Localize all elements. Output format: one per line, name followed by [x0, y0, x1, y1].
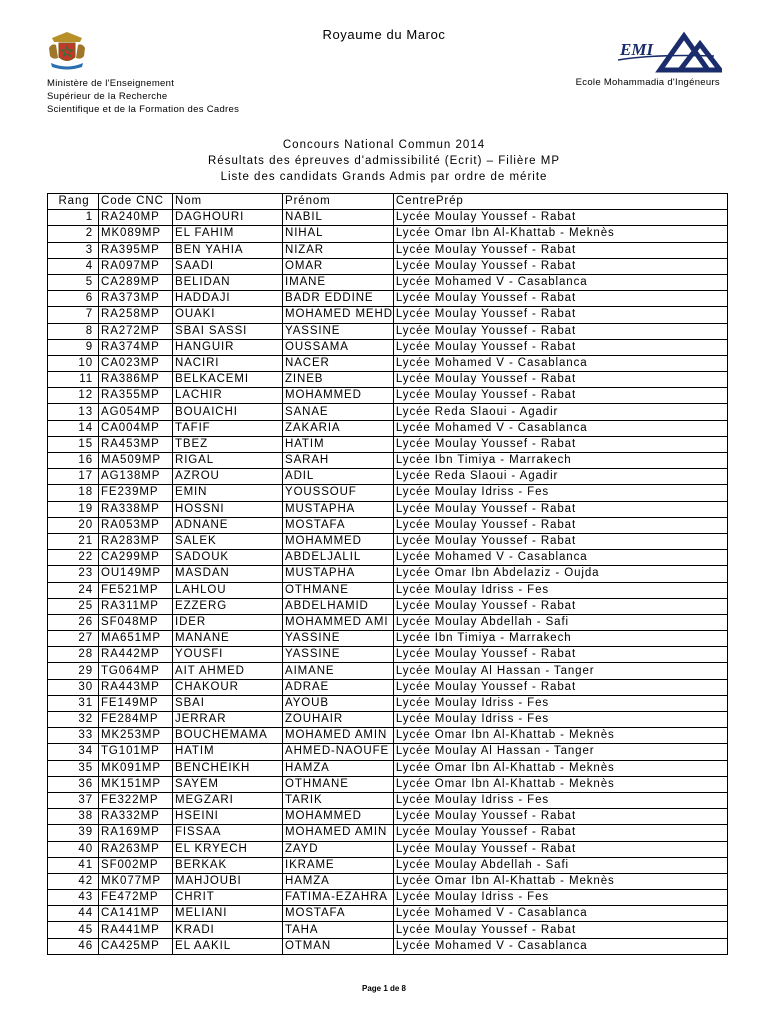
- table-row: [48, 776, 728, 792]
- rang-cell: 26: [48, 614, 99, 630]
- table-row: [48, 453, 728, 469]
- rang-cell: 21: [48, 533, 99, 549]
- centre-cell: Lycée Mohamed V - Casablanca: [393, 420, 727, 436]
- centre-cell: Lycée Moulay Idriss - Fes: [393, 712, 727, 728]
- table-row: [48, 809, 728, 825]
- table-row: [48, 663, 728, 679]
- nom-cell: BOUAICHI: [173, 404, 283, 420]
- rang-cell: 13: [48, 404, 99, 420]
- table-row: [48, 582, 728, 598]
- code-cell: SF002MP: [99, 857, 173, 873]
- code-cell: RA338MP: [99, 501, 173, 517]
- prenom-cell: OTHMANE: [283, 582, 394, 598]
- table-row: [48, 922, 728, 938]
- rang-cell: 36: [48, 776, 99, 792]
- prenom-cell: NIHAL: [283, 226, 394, 242]
- centre-cell: Lycée Moulay Youssef - Rabat: [393, 307, 727, 323]
- ministry-line: Ministère de l'Enseignement: [47, 78, 175, 89]
- nom-cell: TBEZ: [173, 436, 283, 452]
- nom-cell: SBAI SASSI: [173, 323, 283, 339]
- nom-cell: ADNANE: [173, 517, 283, 533]
- prenom-cell: MOHAMMED AMI: [283, 614, 394, 630]
- prenom-cell: HAMZA: [283, 873, 394, 889]
- code-cell: RA443MP: [99, 679, 173, 695]
- rang-cell: 32: [48, 712, 99, 728]
- prenom-cell: MOHAMMED: [283, 533, 394, 549]
- rang-cell: 31: [48, 695, 99, 711]
- nom-cell: JERRAR: [173, 712, 283, 728]
- centre-cell: Lycée Mohamed V - Casablanca: [393, 274, 727, 290]
- prenom-cell: SARAH: [283, 453, 394, 469]
- prenom-cell: HAMZA: [283, 760, 394, 776]
- centre-cell: Lycée Moulay Al Hassan - Tanger: [393, 744, 727, 760]
- ministry-line: Supérieur de la Recherche: [47, 91, 168, 102]
- prenom-cell: ZOUHAIR: [283, 712, 394, 728]
- code-cell: RA240MP: [99, 210, 173, 226]
- centre-cell: Lycée Moulay Youssef - Rabat: [393, 825, 727, 841]
- rang-cell: 10: [48, 355, 99, 371]
- nom-cell: BOUCHEMAMA: [173, 728, 283, 744]
- nom-cell: SAYEM: [173, 776, 283, 792]
- table-row: [48, 210, 728, 226]
- table-row: [48, 291, 728, 307]
- code-cell: AG054MP: [99, 404, 173, 420]
- rang-cell: 37: [48, 792, 99, 808]
- table-row: [48, 598, 728, 614]
- nom-cell: HSEINI: [173, 809, 283, 825]
- column-header-nom: Nom: [173, 194, 283, 210]
- table-row: [48, 258, 728, 274]
- nom-cell: LACHIR: [173, 388, 283, 404]
- code-cell: RA374MP: [99, 339, 173, 355]
- table-row: [48, 517, 728, 533]
- ministry-line: Scientifique et de la Formation des Cadres: [47, 104, 240, 115]
- nom-cell: LAHLOU: [173, 582, 283, 598]
- rang-cell: 42: [48, 873, 99, 889]
- prenom-cell: AYOUB: [283, 695, 394, 711]
- rang-cell: 16: [48, 453, 99, 469]
- rang-cell: 8: [48, 323, 99, 339]
- page-number: Page 1 de 8: [361, 984, 407, 993]
- centre-cell: Lycée Omar Ibn Al-Khattab - Meknès: [393, 226, 727, 242]
- centre-cell: Lycée Moulay Idriss - Fes: [393, 695, 727, 711]
- prenom-cell: MOSTAFA: [283, 906, 394, 922]
- rang-cell: 30: [48, 679, 99, 695]
- nom-cell: DAGHOURI: [173, 210, 283, 226]
- rang-cell: 24: [48, 582, 99, 598]
- prenom-cell: MOHAMED AMIN: [283, 825, 394, 841]
- prenom-cell: MOHAMED MEHD: [283, 307, 394, 323]
- code-cell: FE472MP: [99, 890, 173, 906]
- code-cell: RA097MP: [99, 258, 173, 274]
- centre-cell: Lycée Reda Slaoui - Agadir: [393, 404, 727, 420]
- centre-cell: Lycée Omar Ibn Al-Khattab - Meknès: [393, 760, 727, 776]
- centre-cell: Lycée Moulay Youssef - Rabat: [393, 372, 727, 388]
- nom-cell: HOSSNI: [173, 501, 283, 517]
- table-row: [48, 614, 728, 630]
- code-cell: RA169MP: [99, 825, 173, 841]
- prenom-cell: FATIMA-EZAHRA: [283, 890, 394, 906]
- centre-cell: Lycée Moulay Abdellah - Safi: [393, 857, 727, 873]
- rang-cell: 4: [48, 258, 99, 274]
- table-row: [48, 631, 728, 647]
- table-row: [48, 274, 728, 290]
- table-row: [48, 242, 728, 258]
- nom-cell: MASDAN: [173, 566, 283, 582]
- centre-cell: Lycée Moulay Idriss - Fes: [393, 582, 727, 598]
- moroccan-coat-of-arms-icon: [46, 30, 88, 72]
- emi-logo-text: EMI: [620, 40, 654, 59]
- centre-cell: Lycée Moulay Idriss - Fes: [393, 890, 727, 906]
- column-header-code: Code CNC: [99, 194, 173, 210]
- centre-cell: Lycée Moulay Youssef - Rabat: [393, 517, 727, 533]
- nom-cell: EL FAHIM: [173, 226, 283, 242]
- code-cell: AG138MP: [99, 469, 173, 485]
- code-cell: FE239MP: [99, 485, 173, 501]
- table-row: [48, 550, 728, 566]
- table-row: [48, 873, 728, 889]
- prenom-cell: ADIL: [283, 469, 394, 485]
- table-row: [48, 728, 728, 744]
- prenom-cell: AHMED-NAOUFE: [283, 744, 394, 760]
- centre-cell: Lycée Moulay Youssef - Rabat: [393, 242, 727, 258]
- column-header-rang: Rang: [48, 194, 99, 210]
- code-cell: FE284MP: [99, 712, 173, 728]
- prenom-cell: MUSTAPHA: [283, 566, 394, 582]
- rang-cell: 17: [48, 469, 99, 485]
- document-heading: [0, 137, 768, 185]
- code-cell: RA258MP: [99, 307, 173, 323]
- table-row: [48, 760, 728, 776]
- nom-cell: HANGUIR: [173, 339, 283, 355]
- prenom-cell: ABDELHAMID: [283, 598, 394, 614]
- emi-mountain-logo-icon: [614, 30, 722, 76]
- code-cell: TG064MP: [99, 663, 173, 679]
- code-cell: RA441MP: [99, 922, 173, 938]
- code-cell: MA651MP: [99, 631, 173, 647]
- results-table: [47, 193, 728, 955]
- prenom-cell: BADR EDDINE: [283, 291, 394, 307]
- code-cell: SF048MP: [99, 614, 173, 630]
- centre-cell: Lycée Moulay Youssef - Rabat: [393, 291, 727, 307]
- prenom-cell: TAHA: [283, 922, 394, 938]
- prenom-cell: IKRAME: [283, 857, 394, 873]
- nom-cell: MANANE: [173, 631, 283, 647]
- rang-cell: 38: [48, 809, 99, 825]
- centre-cell: Lycée Mohamed V - Casablanca: [393, 550, 727, 566]
- prenom-cell: NACER: [283, 355, 394, 371]
- prenom-cell: YASSINE: [283, 323, 394, 339]
- rang-cell: 1: [48, 210, 99, 226]
- column-header-centre: CentrePrép: [393, 194, 727, 210]
- prenom-cell: MUSTAPHA: [283, 501, 394, 517]
- table-row: [48, 825, 728, 841]
- prenom-cell: ZAYD: [283, 841, 394, 857]
- nom-cell: TAFIF: [173, 420, 283, 436]
- centre-cell: Lycée Omar Ibn Abdelaziz - Oujda: [393, 566, 727, 582]
- rang-cell: 40: [48, 841, 99, 857]
- centre-cell: Lycée Omar Ibn Al-Khattab - Meknès: [393, 873, 727, 889]
- prenom-cell: MOHAMMED: [283, 809, 394, 825]
- heading-line: Concours National Commun 2014: [282, 139, 486, 151]
- rang-cell: 45: [48, 922, 99, 938]
- centre-cell: Lycée Moulay Youssef - Rabat: [393, 922, 727, 938]
- nom-cell: RIGAL: [173, 453, 283, 469]
- table-row: [48, 469, 728, 485]
- centre-cell: Lycée Moulay Youssef - Rabat: [393, 501, 727, 517]
- nom-cell: MEGZARI: [173, 792, 283, 808]
- centre-cell: Lycée Moulay Youssef - Rabat: [393, 809, 727, 825]
- prenom-cell: OUSSAMA: [283, 339, 394, 355]
- table-row: [48, 679, 728, 695]
- code-cell: CA141MP: [99, 906, 173, 922]
- table-row: [48, 695, 728, 711]
- rang-cell: 15: [48, 436, 99, 452]
- rang-cell: 43: [48, 890, 99, 906]
- centre-cell: Lycée Moulay Youssef - Rabat: [393, 533, 727, 549]
- centre-cell: Lycée Moulay Al Hassan - Tanger: [393, 663, 727, 679]
- centre-cell: Lycée Moulay Youssef - Rabat: [393, 339, 727, 355]
- prenom-cell: SANAE: [283, 404, 394, 420]
- centre-cell: Lycée Ibn Timiya - Marrakech: [393, 631, 727, 647]
- code-cell: RA053MP: [99, 517, 173, 533]
- centre-cell: Lycée Mohamed V - Casablanca: [393, 355, 727, 371]
- rang-cell: 11: [48, 372, 99, 388]
- rang-cell: 27: [48, 631, 99, 647]
- prenom-cell: MOHAMMED: [283, 388, 394, 404]
- code-cell: RA332MP: [99, 809, 173, 825]
- table-row: [48, 372, 728, 388]
- prenom-cell: OMAR: [283, 258, 394, 274]
- code-cell: MK089MP: [99, 226, 173, 242]
- nom-cell: EL KRYECH: [173, 841, 283, 857]
- prenom-cell: ZAKARIA: [283, 420, 394, 436]
- centre-cell: Lycée Moulay Youssef - Rabat: [393, 323, 727, 339]
- table-row: [48, 226, 728, 242]
- rang-cell: 20: [48, 517, 99, 533]
- nom-cell: NACIRI: [173, 355, 283, 371]
- centre-cell: Lycée Reda Slaoui - Agadir: [393, 469, 727, 485]
- centre-cell: Lycée Moulay Idriss - Fes: [393, 792, 727, 808]
- code-cell: RA283MP: [99, 533, 173, 549]
- column-header-prenom: Prénom: [283, 194, 394, 210]
- table-row: [48, 890, 728, 906]
- table-row: [48, 355, 728, 371]
- nom-cell: BELIDAN: [173, 274, 283, 290]
- code-cell: MK151MP: [99, 776, 173, 792]
- table-row: [48, 533, 728, 549]
- code-cell: FE322MP: [99, 792, 173, 808]
- rang-cell: 39: [48, 825, 99, 841]
- table-row: [48, 857, 728, 873]
- table-body: [48, 210, 728, 955]
- code-cell: RA386MP: [99, 372, 173, 388]
- code-cell: FE149MP: [99, 695, 173, 711]
- prenom-cell: TARIK: [283, 792, 394, 808]
- code-cell: RA272MP: [99, 323, 173, 339]
- nom-cell: CHRIT: [173, 890, 283, 906]
- code-cell: RA263MP: [99, 841, 173, 857]
- code-cell: RA311MP: [99, 598, 173, 614]
- nom-cell: EZZERG: [173, 598, 283, 614]
- rang-cell: 25: [48, 598, 99, 614]
- code-cell: CA004MP: [99, 420, 173, 436]
- code-cell: CA425MP: [99, 938, 173, 954]
- rang-cell: 18: [48, 485, 99, 501]
- nom-cell: FISSAA: [173, 825, 283, 841]
- table-row: [48, 792, 728, 808]
- table-row: [48, 712, 728, 728]
- rang-cell: 46: [48, 938, 99, 954]
- rang-cell: 44: [48, 906, 99, 922]
- code-cell: CA023MP: [99, 355, 173, 371]
- rang-cell: 7: [48, 307, 99, 323]
- prenom-cell: NABIL: [283, 210, 394, 226]
- rang-cell: 12: [48, 388, 99, 404]
- nom-cell: HADDAJI: [173, 291, 283, 307]
- nom-cell: HATIM: [173, 744, 283, 760]
- nom-cell: EMIN: [173, 485, 283, 501]
- table-row: [48, 388, 728, 404]
- nom-cell: AIT AHMED: [173, 663, 283, 679]
- rang-cell: 41: [48, 857, 99, 873]
- nom-cell: SADOUK: [173, 550, 283, 566]
- prenom-cell: MOSTAFA: [283, 517, 394, 533]
- rang-cell: 2: [48, 226, 99, 242]
- prenom-cell: OTMAN: [283, 938, 394, 954]
- centre-cell: Lycée Moulay Youssef - Rabat: [393, 258, 727, 274]
- table-row: [48, 566, 728, 582]
- nom-cell: BELKACEMI: [173, 372, 283, 388]
- prenom-cell: YOUSSOUF: [283, 485, 394, 501]
- rang-cell: 29: [48, 663, 99, 679]
- table-row: [48, 744, 728, 760]
- nom-cell: SALEK: [173, 533, 283, 549]
- code-cell: RA373MP: [99, 291, 173, 307]
- rang-cell: 14: [48, 420, 99, 436]
- centre-cell: Lycée Mohamed V - Casablanca: [393, 906, 727, 922]
- centre-cell: Lycée Moulay Youssef - Rabat: [393, 436, 727, 452]
- centre-cell: Lycée Omar Ibn Al-Khattab - Meknès: [393, 728, 727, 744]
- centre-cell: Lycée Moulay Youssef - Rabat: [393, 388, 727, 404]
- rang-cell: 5: [48, 274, 99, 290]
- nom-cell: YOUSFI: [173, 647, 283, 663]
- prenom-cell: MOHAMED AMIN: [283, 728, 394, 744]
- code-cell: TG101MP: [99, 744, 173, 760]
- code-cell: RA453MP: [99, 436, 173, 452]
- rang-cell: 6: [48, 291, 99, 307]
- nom-cell: KRADI: [173, 922, 283, 938]
- code-cell: MK077MP: [99, 873, 173, 889]
- nom-cell: AZROU: [173, 469, 283, 485]
- nom-cell: OUAKI: [173, 307, 283, 323]
- rang-cell: 34: [48, 744, 99, 760]
- table-row: [48, 938, 728, 954]
- centre-cell: Lycée Mohamed V - Casablanca: [393, 938, 727, 954]
- nom-cell: BEN YAHIA: [173, 242, 283, 258]
- centre-cell: Lycée Omar Ibn Al-Khattab - Meknès: [393, 776, 727, 792]
- code-cell: OU149MP: [99, 566, 173, 582]
- table-row: [48, 307, 728, 323]
- rang-cell: 19: [48, 501, 99, 517]
- nom-cell: BENCHEIKH: [173, 760, 283, 776]
- centre-cell: Lycée Moulay Youssef - Rabat: [393, 210, 727, 226]
- rang-cell: 3: [48, 242, 99, 258]
- nom-cell: BERKAK: [173, 857, 283, 873]
- code-cell: CA289MP: [99, 274, 173, 290]
- prenom-cell: YASSINE: [283, 647, 394, 663]
- nom-cell: SBAI: [173, 695, 283, 711]
- rang-cell: 28: [48, 647, 99, 663]
- prenom-cell: IMANE: [283, 274, 394, 290]
- code-cell: CA299MP: [99, 550, 173, 566]
- centre-cell: Lycée Ibn Timiya - Marrakech: [393, 453, 727, 469]
- code-cell: RA395MP: [99, 242, 173, 258]
- centre-cell: Lycée Moulay Youssef - Rabat: [393, 598, 727, 614]
- heading-line: Résultats des épreuves d'admissibilité (Ecrit) – Filière MP: [208, 155, 560, 167]
- rang-cell: 9: [48, 339, 99, 355]
- rang-cell: 33: [48, 728, 99, 744]
- centre-cell: Lycée Moulay Idriss - Fes: [393, 485, 727, 501]
- ministry-block: [47, 77, 239, 116]
- prenom-cell: HATIM: [283, 436, 394, 452]
- prenom-cell: YASSINE: [283, 631, 394, 647]
- prenom-cell: ADRAE: [283, 679, 394, 695]
- prenom-cell: NIZAR: [283, 242, 394, 258]
- table-row: [48, 420, 728, 436]
- rang-cell: 22: [48, 550, 99, 566]
- table-row: [48, 647, 728, 663]
- nom-cell: MELIANI: [173, 906, 283, 922]
- code-cell: MK091MP: [99, 760, 173, 776]
- prenom-cell: AIMANE: [283, 663, 394, 679]
- nom-cell: IDER: [173, 614, 283, 630]
- nom-cell: SAADI: [173, 258, 283, 274]
- heading-line: Liste des candidats Grands Admis par ordre de mérite: [220, 171, 548, 183]
- code-cell: FE521MP: [99, 582, 173, 598]
- code-cell: RA355MP: [99, 388, 173, 404]
- table-row: [48, 339, 728, 355]
- prenom-cell: OTHMANE: [283, 776, 394, 792]
- school-name: Ecole Mohammadia d'Ingéneurs: [575, 77, 720, 88]
- table-header-row: [48, 194, 728, 210]
- rang-cell: 23: [48, 566, 99, 582]
- table-row: [48, 436, 728, 452]
- table-row: [48, 501, 728, 517]
- table-row: [48, 404, 728, 420]
- nom-cell: EL AAKIL: [173, 938, 283, 954]
- rang-cell: 35: [48, 760, 99, 776]
- prenom-cell: ZINEB: [283, 372, 394, 388]
- nom-cell: CHAKOUR: [173, 679, 283, 695]
- code-cell: MA509MP: [99, 453, 173, 469]
- table-row: [48, 485, 728, 501]
- centre-cell: Lycée Moulay Abdellah - Safi: [393, 614, 727, 630]
- centre-cell: Lycée Moulay Youssef - Rabat: [393, 679, 727, 695]
- table-row: [48, 841, 728, 857]
- centre-cell: Lycée Moulay Youssef - Rabat: [393, 841, 727, 857]
- table-row: [48, 323, 728, 339]
- code-cell: RA442MP: [99, 647, 173, 663]
- centre-cell: Lycée Moulay Youssef - Rabat: [393, 647, 727, 663]
- nom-cell: MAHJOUBI: [173, 873, 283, 889]
- country-title: Royaume du Maroc: [322, 27, 446, 42]
- code-cell: MK253MP: [99, 728, 173, 744]
- table-row: [48, 906, 728, 922]
- prenom-cell: ABDELJALIL: [283, 550, 394, 566]
